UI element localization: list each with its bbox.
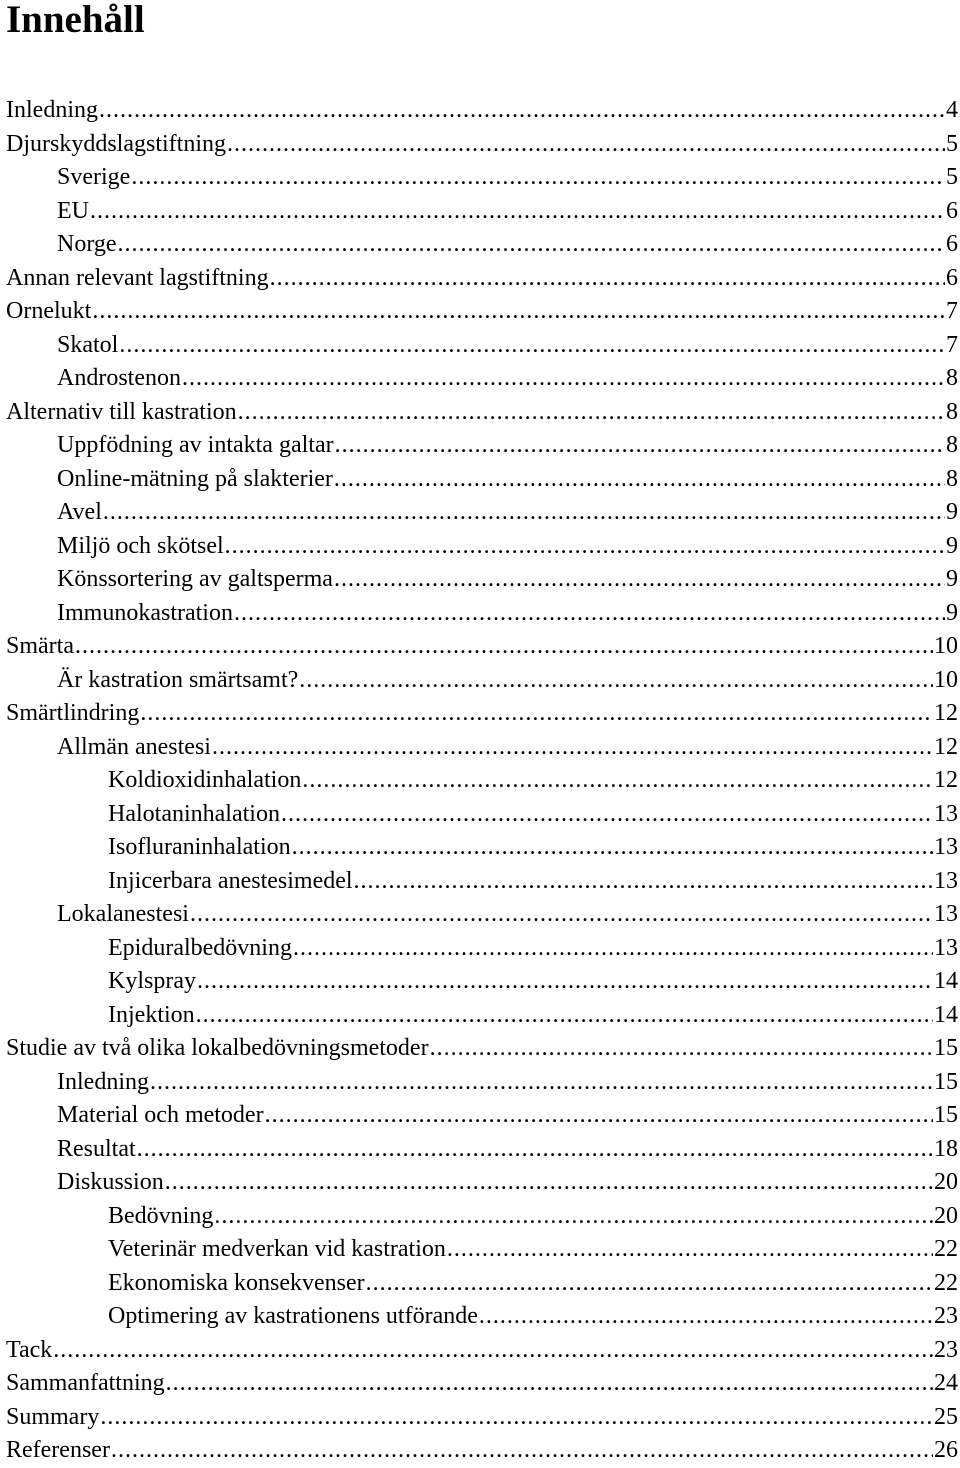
dot-leader	[165, 1166, 933, 1200]
toc-entry-page-number: 5	[946, 164, 958, 190]
dot-leader	[100, 1401, 933, 1435]
toc-entry-label: Optimering av kastrationens utförande	[108, 1303, 478, 1329]
toc-entry-page-number: 24	[934, 1370, 958, 1396]
toc-entry-page-number: 20	[934, 1169, 958, 1195]
toc-entry[interactable]	[0, 597, 960, 631]
dot-leader	[334, 563, 945, 597]
toc-entry-page-number: 12	[934, 767, 958, 793]
toc-entry-page-number: 6	[946, 197, 958, 224]
dot-leader	[302, 764, 933, 798]
toc-entry[interactable]	[0, 1434, 960, 1468]
dot-leader	[190, 898, 933, 932]
toc-entry-page-number: 10	[934, 666, 958, 693]
toc-entry-label: Immunokastration	[57, 599, 233, 626]
toc-entry-label: Allmän anestesi	[57, 733, 211, 760]
dot-leader	[225, 530, 945, 564]
dot-leader	[270, 262, 945, 296]
toc-entry-page-number: 22	[934, 1269, 958, 1296]
toc-entry-page-number: 13	[934, 800, 958, 827]
toc-entry-label: Inledning	[6, 97, 98, 123]
toc-entry[interactable]	[0, 865, 960, 899]
toc-entry[interactable]	[0, 999, 960, 1033]
toc-entry-page-number: 8	[946, 465, 958, 492]
toc-entry-label: Skatol	[57, 331, 119, 358]
dot-leader	[430, 1032, 933, 1066]
dot-leader	[90, 195, 945, 229]
toc-entry-label: EU	[57, 197, 89, 224]
toc-entry[interactable]	[0, 831, 960, 865]
toc-entry[interactable]	[0, 697, 960, 731]
toc-entry-label: Avel	[57, 499, 102, 525]
toc-entry-page-number: 20	[934, 1202, 958, 1229]
toc-entry-label: Material och metoder	[57, 1102, 264, 1128]
dot-leader	[92, 295, 945, 329]
toc-entry[interactable]	[0, 563, 960, 597]
dot-leader	[299, 664, 933, 698]
dot-leader	[281, 798, 933, 832]
toc-entry-page-number: 23	[934, 1336, 958, 1363]
toc-entry-label: Kylspray	[108, 968, 196, 994]
toc-entry-page-number: 15	[934, 1068, 958, 1095]
toc-entry-label: Norge	[57, 231, 117, 257]
dot-leader	[293, 932, 933, 966]
toc-entry[interactable]	[0, 161, 960, 195]
dot-leader	[75, 630, 933, 664]
toc-entry[interactable]	[0, 329, 960, 363]
toc-entry[interactable]	[0, 362, 960, 396]
dot-leader	[182, 362, 945, 396]
dot-leader	[150, 1066, 933, 1100]
toc-entry-label: Smärta	[6, 633, 74, 659]
dot-leader	[166, 1367, 933, 1401]
dot-leader	[265, 1099, 933, 1133]
toc-entry-label: Annan relevant lagstiftning	[6, 264, 269, 291]
toc-entry[interactable]	[0, 396, 960, 430]
toc-entry-page-number: 10	[934, 633, 958, 659]
toc-entry-page-number: 6	[946, 264, 958, 291]
toc-entry[interactable]	[0, 1133, 960, 1167]
toc-entry[interactable]	[0, 1334, 960, 1368]
toc-entry-page-number: 13	[934, 934, 958, 961]
toc-entry-page-number: 9	[946, 599, 958, 626]
toc-entry-label: Injicerbara anestesimedel	[108, 867, 353, 894]
toc-entry-label: Veterinär medverkan vid kastration	[108, 1236, 446, 1262]
toc-entry[interactable]	[0, 1032, 960, 1066]
toc-entry-label: Isofluraninhalation	[108, 834, 291, 860]
toc-entry[interactable]	[0, 496, 960, 530]
toc-entry-page-number: 25	[934, 1403, 958, 1430]
toc-entry-page-number: 7	[946, 331, 958, 358]
dot-leader	[335, 429, 945, 463]
table-of-contents	[0, 94, 960, 1468]
toc-entry[interactable]	[0, 1166, 960, 1200]
toc-entry-label: Epiduralbedövning	[108, 934, 292, 961]
dot-leader	[140, 697, 933, 731]
dot-leader	[119, 329, 945, 363]
toc-entry[interactable]	[0, 429, 960, 463]
dot-leader	[111, 1434, 933, 1468]
toc-entry[interactable]	[0, 530, 960, 564]
toc-entry-page-number: 23	[934, 1303, 958, 1329]
toc-entry-page-number: 14	[934, 968, 958, 994]
page-title: Innehåll	[6, 0, 145, 41]
toc-entry[interactable]	[0, 262, 960, 296]
toc-entry-label: Studie av två olika lokalbedövningsmetoder	[6, 1035, 429, 1061]
toc-entry[interactable]	[0, 764, 960, 798]
dot-leader	[137, 1133, 933, 1167]
dot-leader	[234, 597, 945, 631]
toc-entry-label: Androstenon	[57, 365, 181, 391]
toc-entry-page-number: 8	[946, 365, 958, 391]
toc-entry[interactable]	[0, 630, 960, 664]
dot-leader	[196, 999, 933, 1033]
toc-entry[interactable]	[0, 932, 960, 966]
toc-entry[interactable]	[0, 664, 960, 698]
toc-entry[interactable]	[0, 1200, 960, 1234]
toc-entry-label: Koldioxidinhalation	[108, 767, 302, 793]
toc-entry-label: Könssortering av galtsperma	[57, 566, 333, 592]
toc-entry[interactable]	[0, 1066, 960, 1100]
toc-entry-page-number: 5	[946, 130, 958, 157]
toc-entry[interactable]	[0, 463, 960, 497]
toc-entry-label: Miljö och skötsel	[57, 532, 224, 559]
toc-entry[interactable]	[0, 898, 960, 932]
toc-entry[interactable]	[0, 1233, 960, 1267]
toc-entry-label: Är kastration smärtsamt?	[57, 666, 299, 693]
toc-entry[interactable]	[0, 965, 960, 999]
toc-entry-page-number: 12	[934, 700, 958, 726]
dot-leader	[354, 865, 933, 899]
toc-entry-label: Djurskyddslagstiftning	[6, 130, 226, 157]
toc-entry[interactable]	[0, 128, 960, 162]
toc-entry-page-number: 9	[946, 532, 958, 559]
toc-entry-label: Ornelukt	[6, 298, 92, 324]
toc-entry[interactable]	[0, 1300, 960, 1334]
toc-entry-label: Bedövning	[108, 1202, 214, 1229]
toc-entry[interactable]	[0, 1267, 960, 1301]
dot-leader	[227, 128, 945, 162]
toc-entry[interactable]	[0, 1401, 960, 1435]
toc-entry-label: Injektion	[108, 1001, 195, 1028]
toc-entry-page-number: 15	[934, 1035, 958, 1061]
toc-entry-label: Resultat	[57, 1135, 136, 1162]
toc-entry-label: Summary	[6, 1403, 100, 1430]
toc-entry-label: Referenser	[6, 1437, 110, 1463]
toc-entry-label: Alternativ till kastration	[6, 398, 237, 425]
toc-entry-label: Inledning	[57, 1068, 149, 1095]
dot-leader	[118, 228, 945, 262]
toc-entry-label: Uppfödning av intakta galtar	[57, 432, 334, 458]
dot-leader	[238, 396, 945, 430]
dot-leader	[292, 831, 933, 865]
toc-entry-page-number: 8	[946, 432, 958, 458]
toc-entry-page-number: 18	[934, 1135, 958, 1162]
toc-entry-label: Tack	[6, 1336, 53, 1363]
toc-entry-page-number: 22	[934, 1236, 958, 1262]
toc-entry-page-number: 7	[946, 298, 958, 324]
dot-leader	[131, 161, 945, 195]
toc-entry-page-number: 13	[934, 867, 958, 894]
dot-leader	[99, 94, 945, 128]
toc-entry[interactable]	[0, 798, 960, 832]
toc-entry-label: Halotaninhalation	[108, 800, 280, 827]
toc-entry-label: Sammanfattning	[6, 1370, 165, 1396]
toc-entry[interactable]	[0, 295, 960, 329]
dot-leader	[334, 463, 945, 497]
toc-entry-page-number: 13	[934, 901, 958, 927]
toc-entry-page-number: 9	[946, 566, 958, 592]
toc-entry-label: Lokalanestesi	[57, 901, 189, 927]
toc-entry-page-number: 4	[946, 97, 958, 123]
toc-entry-label: Smärtlindring	[6, 700, 140, 726]
toc-entry-page-number: 15	[934, 1102, 958, 1128]
toc-entry-label: Sverige	[57, 164, 131, 190]
toc-entry[interactable]	[0, 731, 960, 765]
toc-entry[interactable]	[0, 94, 960, 128]
dot-leader	[103, 496, 945, 530]
toc-entry-label: Diskussion	[57, 1169, 164, 1195]
toc-entry[interactable]	[0, 1099, 960, 1133]
dot-leader	[197, 965, 933, 999]
toc-entry[interactable]	[0, 195, 960, 229]
dot-leader	[366, 1267, 933, 1301]
dot-leader	[447, 1233, 933, 1267]
toc-entry-page-number: 26	[934, 1437, 958, 1463]
toc-entry-page-number: 8	[946, 398, 958, 425]
toc-entry-label: Ekonomiska konsekvenser	[108, 1269, 365, 1296]
dot-leader	[214, 1200, 933, 1234]
dot-leader	[53, 1334, 933, 1368]
toc-entry-page-number: 9	[946, 499, 958, 525]
toc-entry[interactable]	[0, 1367, 960, 1401]
dot-leader	[479, 1300, 933, 1334]
toc-entry-page-number: 12	[934, 733, 958, 760]
toc-entry-label: Online-mätning på slakterier	[57, 465, 333, 492]
toc-entry-page-number: 14	[934, 1001, 958, 1028]
toc-entry[interactable]	[0, 228, 960, 262]
dot-leader	[212, 731, 933, 765]
toc-entry-page-number: 13	[934, 834, 958, 860]
toc-entry-page-number: 6	[946, 231, 958, 257]
